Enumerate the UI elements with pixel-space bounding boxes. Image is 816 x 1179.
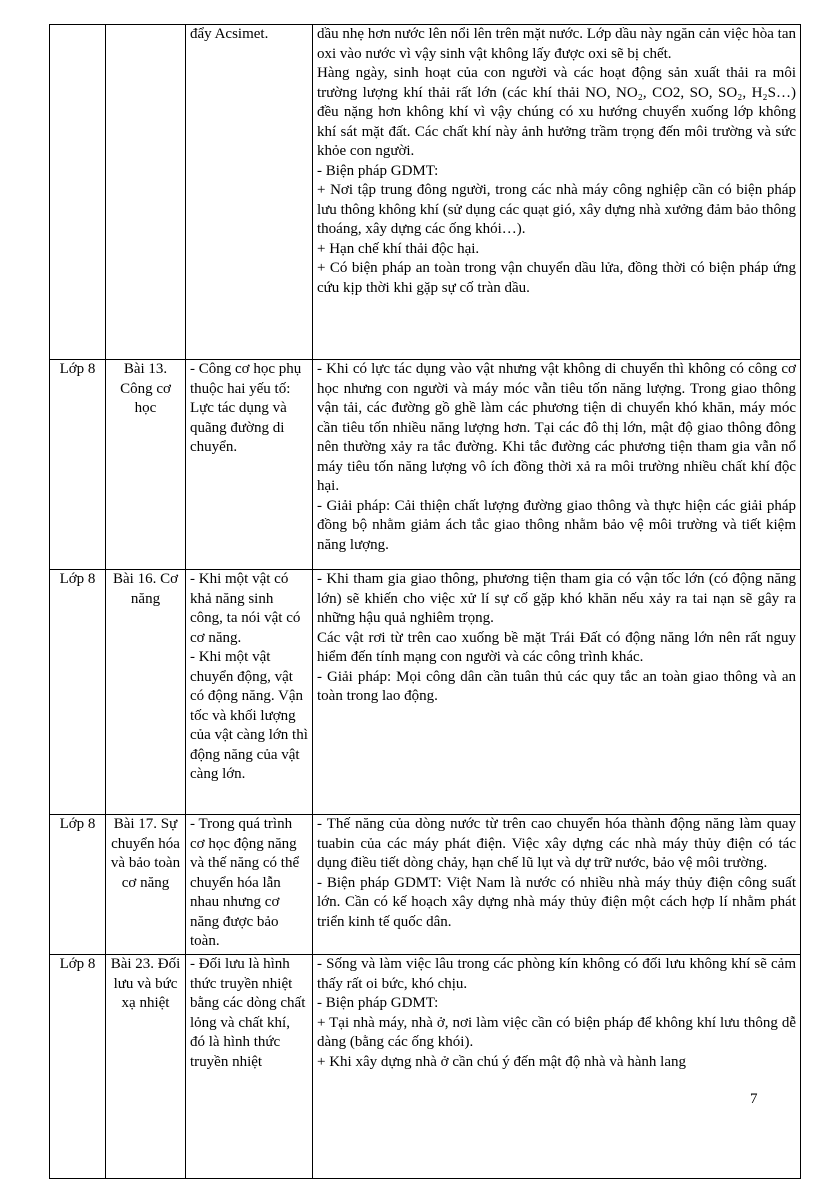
table-row	[50, 360, 801, 570]
grade-cell: Lớp 8	[50, 360, 106, 570]
content-paragraph: Các vật rơi từ trên cao xuống bề mặt Trái Đất có động năng lớn nên rất nguy hiểm đến tính mạng con người và các công trình khác.	[317, 629, 796, 665]
table-row	[50, 570, 801, 815]
grade-cell: Lớp 8	[50, 815, 106, 955]
content-paragraph: + Khi xây dựng nhà ở cần chú ý đến mật độ nhà và hành lang	[317, 1053, 687, 1070]
content-paragraph: + Tại nhà máy, nhà ở, nơi làm việc cần có biện pháp để không khí lưu thông dễ dàng (bằng các ống khói).	[317, 1014, 796, 1050]
content-paragraph: - Khi tham gia giao thông, phương tiện tham gia có vận tốc lớn (có động năng lớn) sẽ khiến cho việc xử lí sự cố gặp khó khăn nếu xảy ra tai nạn sẽ gây ra những hậu quả nghiêm trọng.	[317, 571, 796, 626]
environment-content-cell	[313, 25, 801, 360]
content-paragraph: Hàng ngày, sinh hoạt của con người và các hoạt động sản xuất thải ra môi trường lượng khí thải rất lớn (các khí thải NO, NO₂, CO2, SO, SO₂, H₂S…) đều nặng hơn không khí vì vậy chúng có xu hướng chuyển xuống lớp không khí sát mặt đất. Các chất khí này ảnh hưởng trầm trọng đến môi trường và sức khỏe con người.	[317, 65, 796, 159]
knowledge-paragraph: - Khi một vật chuyển động, vật có động năng. Vận tốc và khối lượng của vật càng lớn thì động năng của vật càng lớn.	[190, 649, 308, 782]
table-row	[50, 955, 801, 1179]
content-paragraph: - Sống và làm việc lâu trong các phòng kín không có đối lưu không khí sẽ cảm thấy rất oi bức, khó chịu.	[317, 956, 796, 992]
content-table	[49, 24, 801, 1179]
content-paragraph: - Biện pháp GDMT:	[317, 995, 439, 1011]
lesson-cell: Bài 16. Cơ năng	[106, 570, 186, 815]
knowledge-cell	[186, 570, 313, 815]
environment-content-cell	[313, 815, 801, 955]
content-paragraph: - Giải pháp: Cải thiện chất lượng đường giao thông và thực hiện các giải pháp đồng bộ nhằm giảm ách tắc giao thông nhằm bảo vệ môi trường và tiết kiệm năng lượng.	[317, 497, 796, 553]
knowledge-paragraph: đẩy Acsimet.	[190, 26, 269, 42]
table-row	[50, 815, 801, 955]
knowledge-paragraph: - Trong quá trình cơ học động năng và thế năng có thể chuyển hóa lẫn nhau nhưng cơ năng được bảo toàn.	[190, 816, 300, 949]
grade-cell: Lớp 8	[50, 955, 106, 1179]
content-paragraph: + Hạn chế khí thải độc hại.	[317, 240, 480, 257]
environment-content-cell	[313, 955, 801, 1179]
lesson-cell: Bài 23. Đối lưu và bức xạ nhiệt	[106, 955, 186, 1179]
content-paragraph: dầu nhẹ hơn nước lên nổi lên trên mặt nước. Lớp dầu này ngăn cản việc hòa tan oxi vào nước vì vậy sinh vật không lấy được oxi sẽ bị chết.	[317, 26, 796, 62]
grade-cell: Lớp 8	[50, 570, 106, 815]
knowledge-cell	[186, 955, 313, 1179]
knowledge-cell	[186, 815, 313, 955]
content-paragraph: - Khi có lực tác dụng vào vật nhưng vật không di chuyển thì không có công cơ học nhưng con người và máy móc vẫn tiêu tốn năng lượng. Trong giao thông vận tải, các đường gồ ghề làm các phương tiện di chuyển khó khăn, máy móc cần tiêu tốn nhiều năng lượng hơn. Tại các đô thị lớn, mật độ giao thông đông nên thường xảy ra tắc đường. Khi tắc đường các phương tiện tham gia vẫn nổ máy tiêu tốn năng lượng vô ích đồng thời xả ra môi trường nhiều chất khí độc hại.	[317, 361, 796, 494]
knowledge-paragraph: - Khi một vật có khả năng sinh công, ta nói vật có cơ năng.	[190, 571, 301, 646]
content-paragraph: - Giải pháp: Mọi công dân cần tuân thủ các quy tắc an toàn giao thông và an toàn trong lao động.	[317, 668, 796, 704]
content-paragraph: + Có biện pháp an toàn trong vận chuyển dầu lửa, đồng thời có biện pháp ứng cứu kịp thời khi gặp sự cố tràn dầu.	[317, 260, 796, 296]
knowledge-paragraph: - Công cơ học phụ thuộc hai yếu tố: Lực tác dụng và quãng đường di chuyển.	[190, 361, 302, 455]
lesson-cell: Bài 13. Công cơ học	[106, 360, 186, 570]
content-paragraph: - Thế năng của dòng nước từ trên cao chuyển hóa thành động năng làm quay tuabin của các máy phát điện. Việc xây dựng các nhà máy thủy điện có tác dụng điều tiết dòng chảy, hạn chế lũ lụt và dự trữ nước, bảo vệ môi trường.	[317, 816, 796, 871]
lesson-cell	[106, 25, 186, 360]
knowledge-paragraph: - Đối lưu là hình thức truyền nhiệt bằng các dòng chất lỏng và chất khí, đó là hình thức truyền nhiệt	[190, 956, 306, 1070]
knowledge-cell	[186, 360, 313, 570]
content-paragraph: - Biện pháp GDMT: Việt Nam là nước có nhiều nhà máy thủy điện công suất lớn. Cần có kế hoạch xây dựng nhà máy thủy điện một cách hợp lí nhằm phát triển kinh tế quốc dân.	[317, 874, 796, 930]
environment-content-cell	[313, 360, 801, 570]
table-row	[50, 25, 801, 360]
environment-content-cell	[313, 570, 801, 815]
knowledge-cell	[186, 25, 313, 360]
content-paragraph: - Biện pháp GDMT:	[317, 162, 439, 179]
lesson-cell: Bài 17. Sự chuyển hóa và bảo toàn cơ năng	[106, 815, 186, 955]
content-paragraph: + Nơi tập trung đông người, trong các nhà máy công nghiệp cần có biện pháp lưu thông không khí (sử dụng các quạt gió, xây dựng nhà xưởng đảm bảo thông thoáng, xây dựng các ống khói…).	[317, 182, 796, 237]
grade-cell	[50, 25, 106, 360]
page-number: 7	[750, 1091, 758, 1107]
